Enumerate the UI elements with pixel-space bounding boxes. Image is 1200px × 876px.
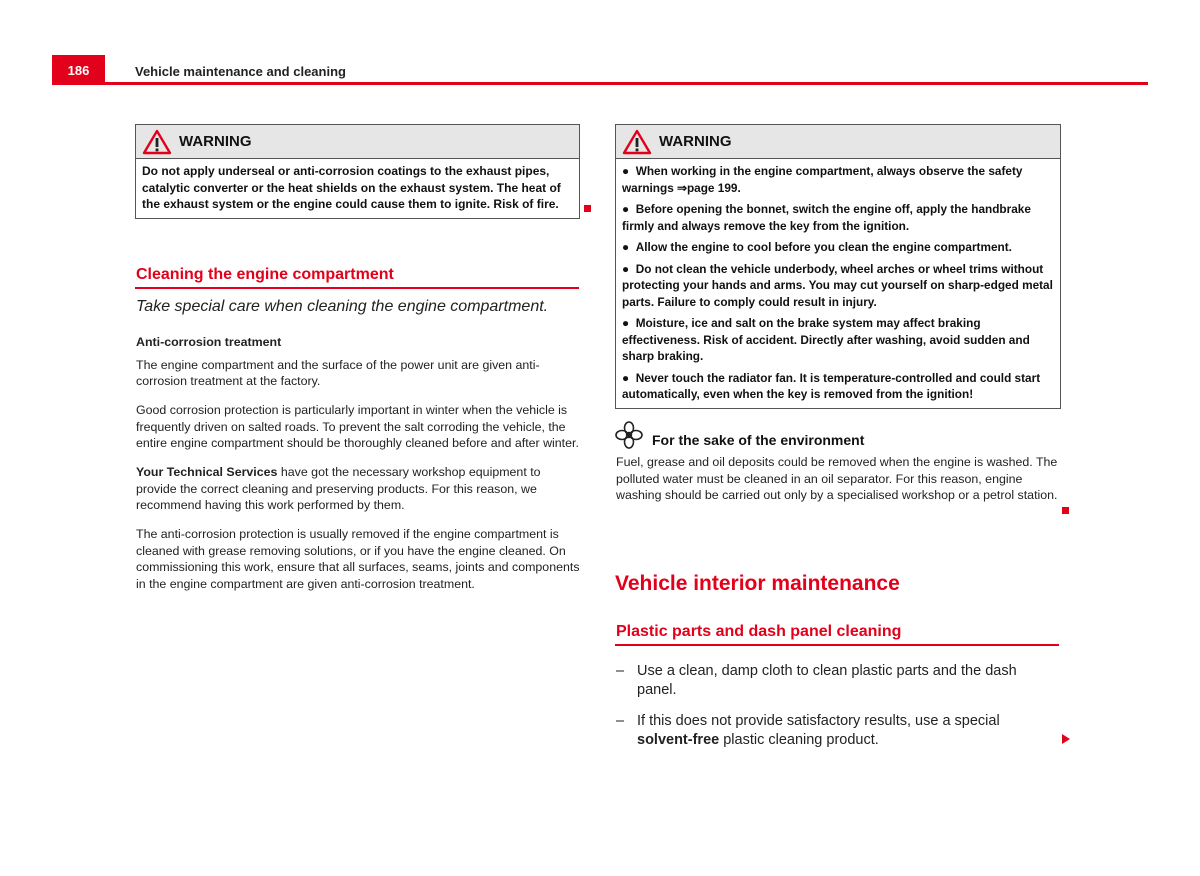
paragraph: Your Technical Services have got the necessary workshop equipment to provide the correct cleaning and preserving products. For this reason, we recommend having this work performed by them. [136, 465, 541, 512]
section-intro: Take special care when cleaning the engine compartment. [136, 298, 549, 315]
subheading-anti-corrosion: Anti-corrosion treatment [136, 335, 282, 349]
section-heading-interior: Vehicle interior maintenance [615, 572, 900, 595]
page-number: 186 [52, 55, 105, 85]
continue-arrow-icon [1062, 734, 1070, 744]
header-title: Vehicle maintenance and cleaning [135, 64, 346, 79]
list-item [616, 662, 1056, 702]
warning-triangle-icon [622, 129, 652, 155]
end-square-icon [1062, 507, 1069, 514]
section-rule [615, 644, 1059, 646]
warning-item: ● Do not clean the vehicle underbody, wheel arches or wheel trims without protecting your hands and arms. You may cut yourself on sharp-edged metal parts. Failure to comply could result in injury. [622, 261, 1053, 309]
page-header [52, 55, 1148, 85]
section-heading-engine: Cleaning the engine compartment [136, 266, 394, 283]
dash-bullet: – [616, 713, 625, 729]
warning-item: ● Before opening the bonnet, switch the engine off, apply the handbrake firmly and always remove the key from the ignition. [622, 202, 1031, 233]
paragraph: The anti-corrosion protection is usually removed if the engine compartment is cleaned with grease removing solutions, or if you have the engine cleaned. On commissioning this work, ensure that all surfaces, seams, joints and components in the engine compartment are given anti-corrosion treatment. [136, 527, 580, 591]
list-item [616, 712, 1056, 752]
warning-text: Do not apply underseal or anti-corrosion coatings to the exhaust pipes, catalytic converter or the heat shields on the exhaust system. The heat of the exhaust system or the engine could cause them to ignite. Risk of fire. [142, 164, 561, 211]
warning-header [136, 125, 579, 159]
list-item-text: If this does not provide satisfactory results, use a special solvent-free plastic cleaning product. [637, 713, 1000, 748]
paragraph: Good corrosion protection is particularly important in winter when the vehicle is frequently driven on salted roads. To prevent the salt corroding the vehicle, the entire engine compartment should be thoroughly cleaned before and after winter. [136, 403, 579, 450]
dash-bullet: – [616, 663, 625, 679]
engine-body [136, 334, 580, 605]
bold-phrase: Your Technical Services [136, 465, 278, 479]
warning-body [616, 159, 1060, 408]
warning-box-left [135, 124, 580, 219]
paragraph: The engine compartment and the surface of the power unit are given anti-corrosion treatment at the factory. [136, 357, 540, 388]
header-rule [105, 82, 1148, 85]
warning-item: ● Allow the engine to cool before you clean the engine compartment. [622, 240, 1012, 254]
list-item-text: Use a clean, damp cloth to clean plastic parts and the dash panel. [637, 663, 1017, 698]
warning-item: ● Moisture, ice and salt on the brake system may affect braking effectiveness. Risk of accident. Directly after washing, avoid sudden and sharp braking. [622, 316, 1030, 363]
warning-box-right [615, 124, 1061, 409]
subsection-heading-plastic: Plastic parts and dash panel cleaning [616, 623, 902, 640]
warning-triangle-icon [142, 129, 172, 155]
environment-title: For the sake of the environment [652, 432, 865, 448]
environment-text: Fuel, grease and oil deposits could be removed when the engine is washed. The polluted water must be cleaned in an oil separator. For this reason, engine washing should be carried out only by a specialised workshop or a petrol station. [616, 455, 1058, 502]
warning-item: ● Never touch the radiator fan. It is temperature-controlled and could start automatically, even when the key is removed from the ignition! [622, 370, 1041, 401]
warning-label: WARNING [659, 133, 732, 150]
end-square-icon [584, 205, 591, 212]
flower-icon [615, 421, 643, 449]
warning-item: ● When working in the engine compartment, always observe the safety warnings ⇒page 199. [622, 164, 1023, 195]
section-rule [135, 287, 579, 289]
warning-label: WARNING [179, 133, 252, 150]
warning-header [616, 125, 1060, 159]
warning-body [136, 159, 579, 218]
